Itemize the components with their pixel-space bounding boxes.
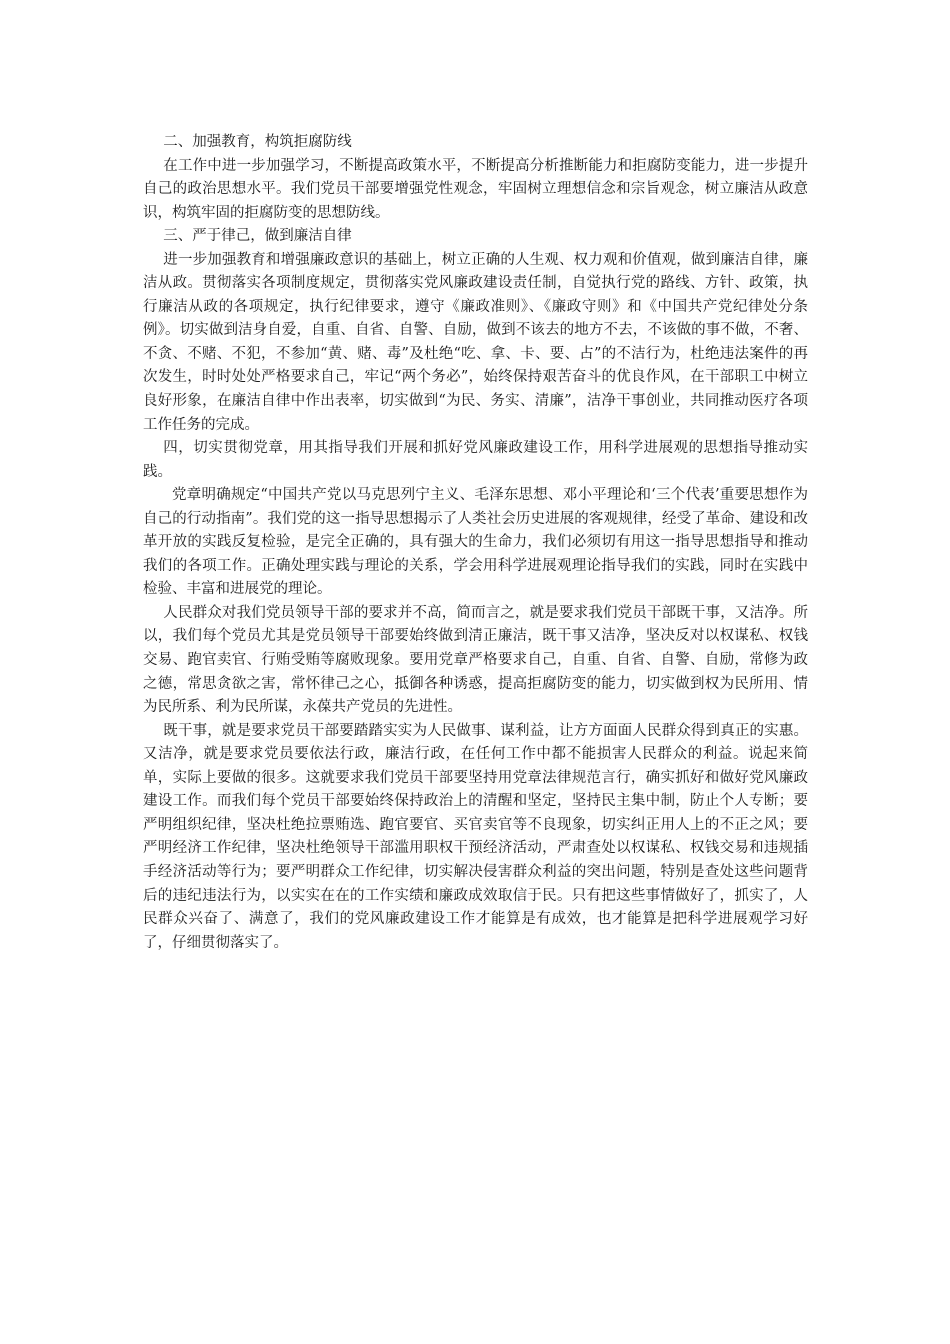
paragraph: 人民群众对我们党员领导干部的要求并不高，简而言之，就是要求我们党员干部既干事，又洁净。所以，我们每个党员尤其是党员领导干部要始终做到清正廉洁，既干事又洁净，坚决反对以权谋私、权钱交易、跑官卖官、行贿受贿等腐败现象。要用党章严格要求自己，自重、自省、自警、自励，常修为政之德，常思贪欲之害，常怀律己之心，抵御各种诱惑，提高拒腐防变的能力，切实做到权为民所用、情为民所系、利为民所谋，永葆共产党员的先进性。 [143,604,808,716]
paragraph: 在工作中进一步加强学习，不断提高政策水平，不断提高分析推断能力和拒腐防变能力，进一步提升自己的政治思想水平。我们党员干部要增强党性观念，牢固树立理想信念和宗旨观念，树立廉洁从政意识，构筑牢固的拒腐防变的思想防线。 [143,157,808,221]
section-heading-4: 四，切实贯彻党章，用其指导我们开展和抓好党风廉政建设工作，用科学进展观的思想指导推动实践。 [143,440,808,480]
section-heading-2: 二、加强教育，构筑拒腐防线 [163,134,352,150]
paragraph: 既干事，就是要求党员干部要踏踏实实为人民做事、谋利益，让方方面面人民群众得到真正的实惠。又洁净，就是要求党员要依法行政，廉洁行政，在任何工作中都不能损害人民群众的利益。说起来简单，实际上要做的很多。这就要求我们党员干部要坚持用党章法律规范言行，确实抓好和做好党风廉政建设工作。而我们每个党员干部要始终保持政治上的清醒和坚定，坚持民主集中制，防止个人专断；要严明组织纪律，坚决杜绝拉票贿选、跑官要官、买官卖官等不良现象，切实纠正用人上的不正之风；要严明经济工作纪律，坚决杜绝领导干部滥用职权干预经济活动，严肃查处以权谋私、权钱交易和违规插手经济活动等行为；要严明群众工作纪律，切实解决侵害群众利益的突出问题，特别是查处这些问题背后的违纪违法行为，以实实在在的工作实绩和廉政成效取信于民。只有把这些事情做好了，抓实了，人民群众兴奋了、满意了，我们的党风廉政建设工作才能算是有成效，也才能算是把科学进展观学习好了，仔细贯彻落实了。 [143,722,808,951]
paragraph: 进一步加强教育和增强廉政意识的基础上，树立正确的人生观、权力观和价值观，做到廉洁自律，廉洁从政。贯彻落实各项制度规定，贯彻落实党风廉政建设责任制，自觉执行党的路线、方针、政策，执行廉洁从政的各项规定，执行纪律要求，遵守《廉政准则》、《廉政守则》和《中国共产党纪律处分条例》。切实做到洁身自爱，自重、自省、自警、自励，做到不该去的地方不去，不该做的事不做，不奢、不贪、不赌、不犯，不参加“黄、赌、毒”及杜绝“吃、拿、卡、要、占”的不洁行为，杜绝违法案件的再次发生，时时处处严格要求自己，牢记“两个务必”，始终保持艰苦奋斗的优良作风，在干部职工中树立良好形象，在廉洁自律中作出表率，切实做到“为民、务实、清廉”，洁净干事创业，共同推动医疗各项工作任务的完成。 [143,251,808,433]
section-heading-3: 三、严于律己，做到廉洁自律 [163,228,352,245]
document-body [143,131,808,955]
paragraph: 党章明确规定“中国共产党以马克思列宁主义、毛泽东思想、邓小平理论和‘三个代表’重要思想作为自己的行动指南”。我们党的这一指导思想揭示了人类社会历史进展的客观规律，经受了革命、建设和改革开放的实践反复检验，是完全正确的，具有强大的生命力，我们必须切有用这一指导思想指导和推动我们的各项工作。正确处理实践与理论的关系，学会用科学进展观理论指导我们的实践，同时在实践中检验、丰富和进展党的理论。 [143,487,808,598]
